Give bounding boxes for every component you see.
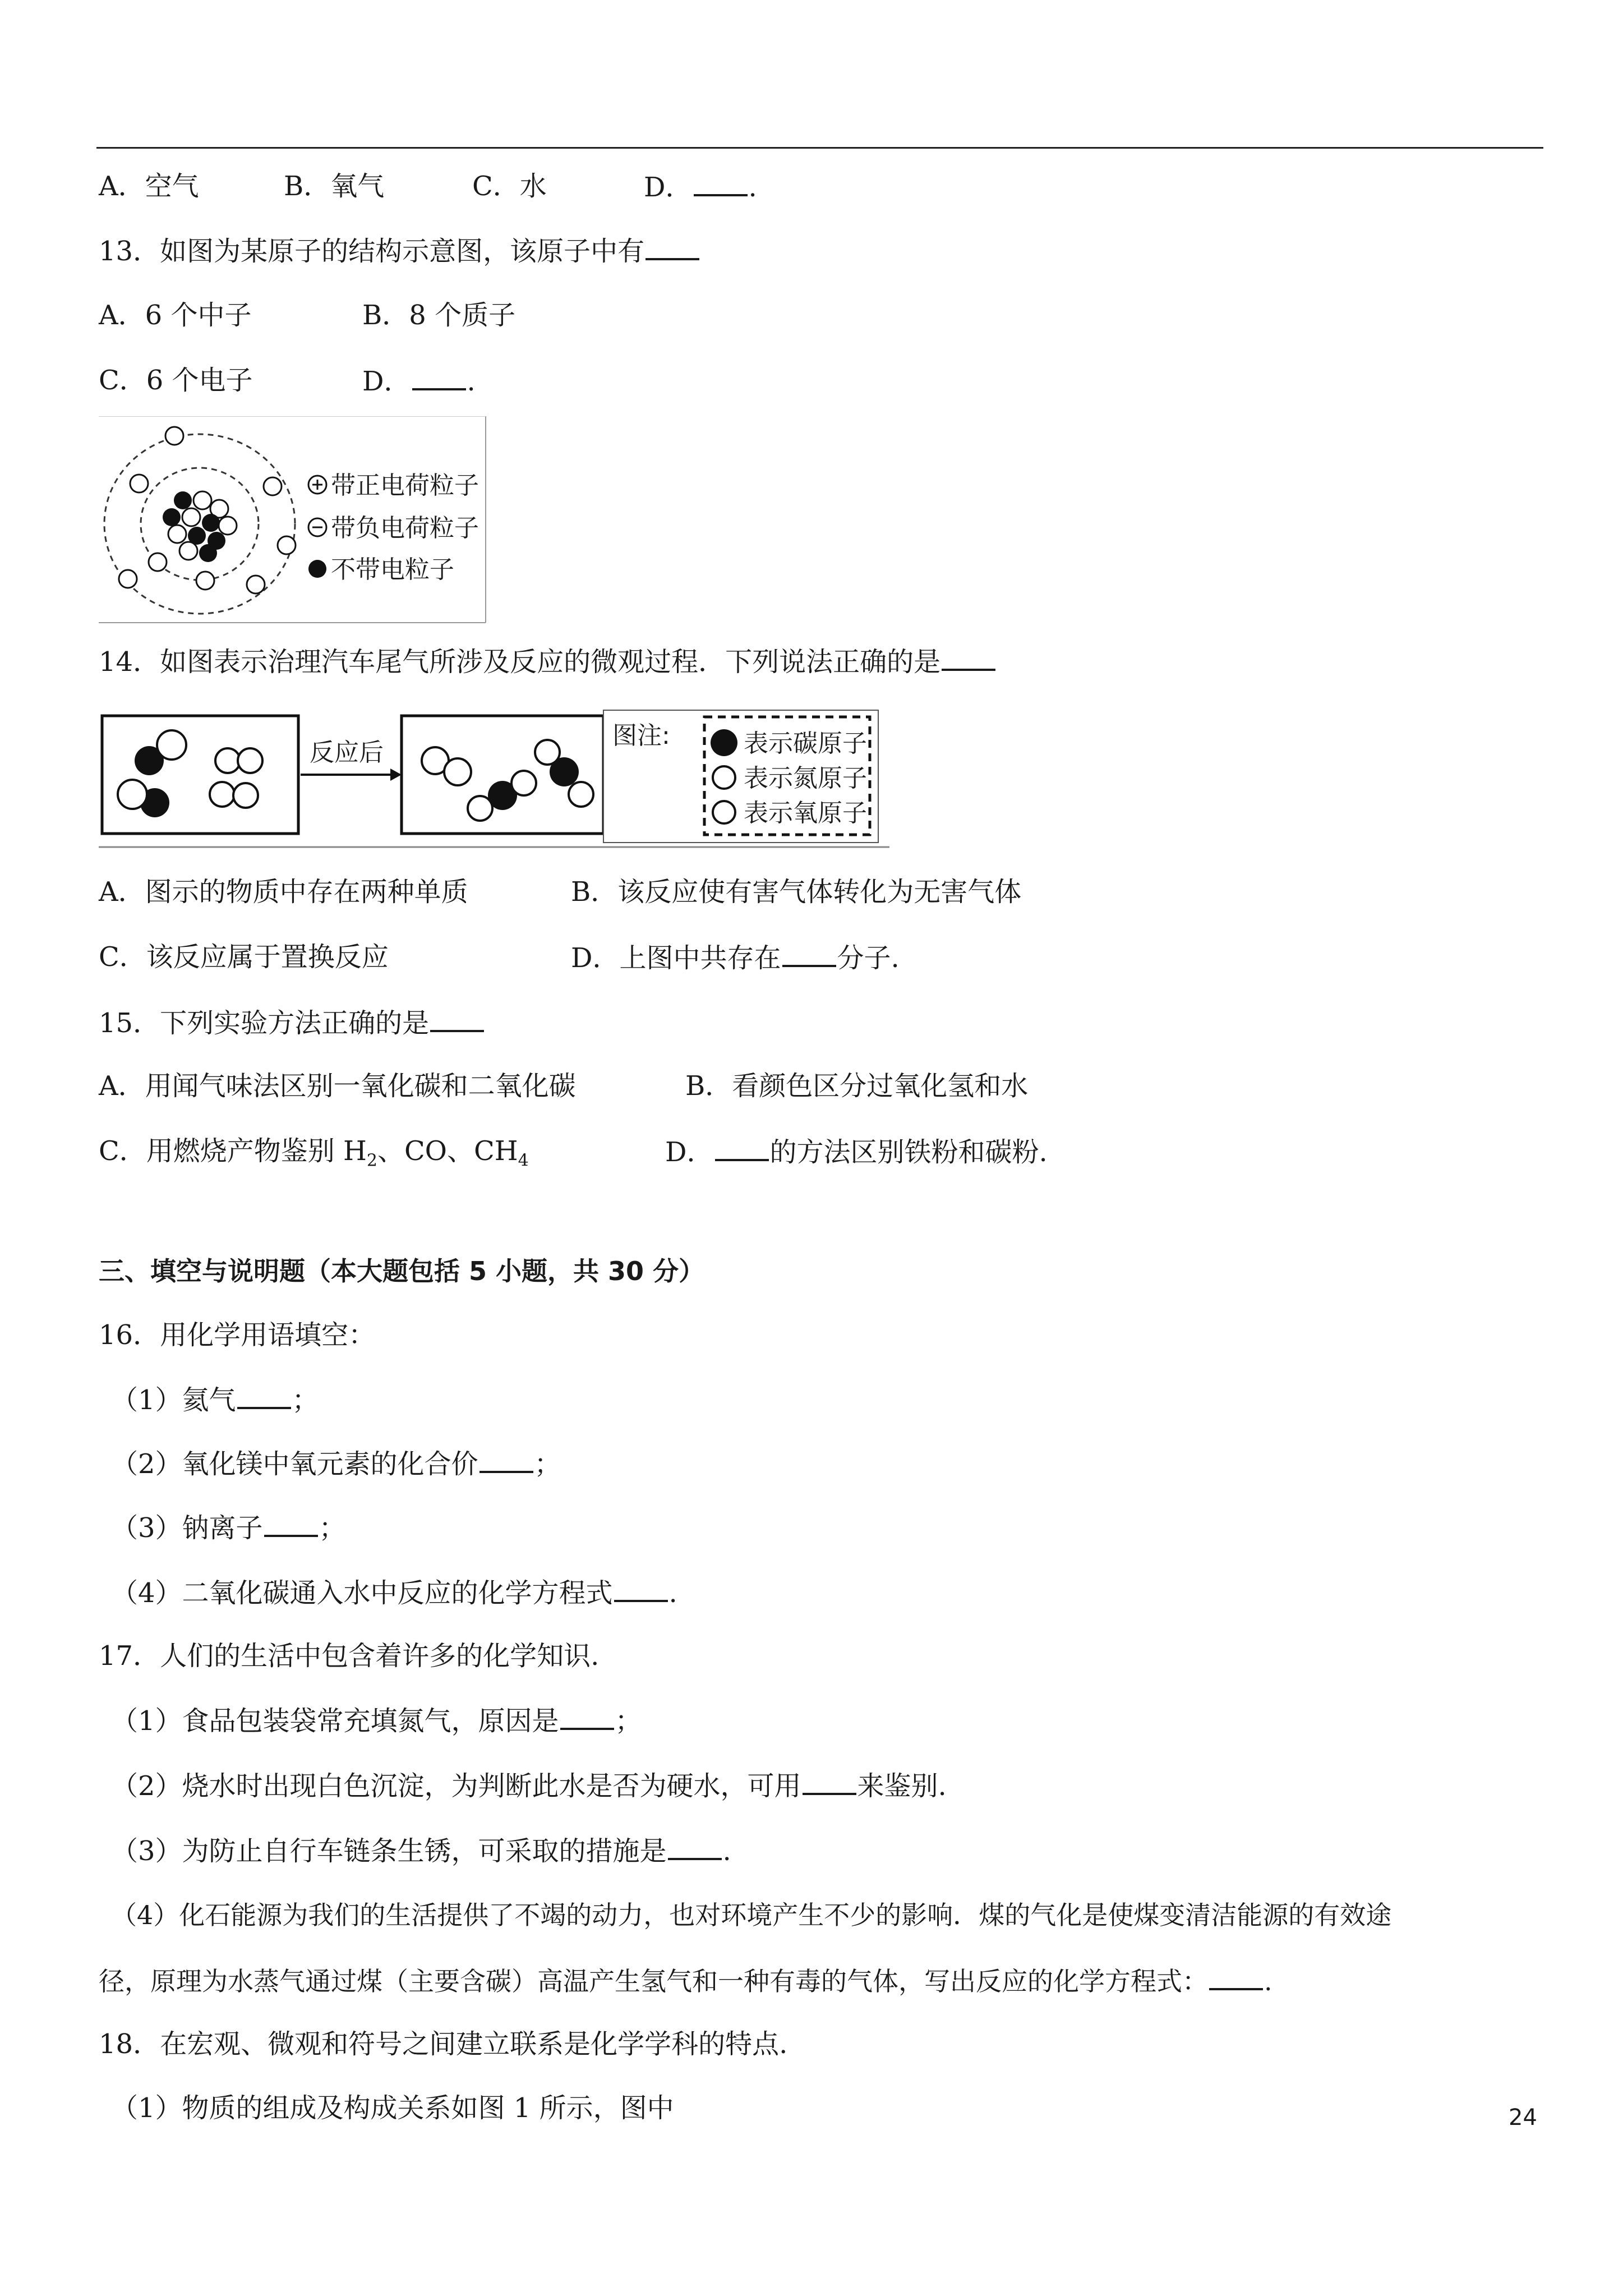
answer-blank	[479, 1445, 533, 1473]
answer-blank	[237, 1381, 291, 1409]
q16-sub4: （4）二氧化碳通入水中反应的化学方程式 .	[111, 1574, 677, 1611]
section-heading: 三、填空与说明题（本大题包括 5 小题，共 30 分）	[99, 1256, 705, 1286]
answer-blank	[1209, 1962, 1263, 1990]
q13-stem: 13．如图为某原子的结构示意图，该原子中有	[99, 232, 700, 269]
answer-blank	[782, 939, 836, 967]
arrow-label: 反应后	[310, 738, 384, 767]
q14-stem: 14．如图表示治理汽车尾气所涉及反应的微观过程．下列说法正确的是	[99, 643, 997, 680]
atom-legend	[308, 471, 479, 584]
answer-blank	[803, 1767, 856, 1795]
atom-diagram	[104, 427, 296, 614]
answer-blank	[614, 1574, 668, 1602]
q15-option-c: C．用燃烧产物鉴别 $H_2$、CO、$CH_4$	[99, 1135, 529, 1171]
q16-stem: 16．用化学用语填空：	[99, 1319, 376, 1351]
q15-option-b: B．看颜色区分过氧化氢和水	[685, 1070, 1029, 1102]
answer-blank	[264, 1509, 318, 1537]
answer-blank	[430, 1004, 484, 1032]
q12-option-a: A．空气	[99, 171, 199, 202]
q17-sub4-line2: 径，原理为水蒸气通过煤（主要含碳）高温产生氢气和一种有毒的气体，写出反应的化学方程式： .	[99, 1962, 1272, 1999]
q18-stem: 18．在宏观、微观和符号之间建立联系是化学学科的特点.	[99, 2028, 788, 2060]
q17-stem: 17．人们的生活中包含着许多的化学知识.	[99, 1640, 600, 1672]
legend-negative-label: 带负电荷粒子	[331, 514, 479, 542]
legend-neutral-label: 不带电粒子	[331, 555, 454, 584]
answer-blank	[694, 168, 748, 196]
q14-option-a: A．图示的物质中存在两种单质	[99, 876, 468, 908]
q17-sub3: （3）为防止自行车链条生锈，可采取的措施是 .	[111, 1832, 731, 1869]
q13-option-d: D． .	[362, 362, 476, 399]
page-number: 24	[1509, 2105, 1537, 2131]
q15-option-a: A．用闻气味法区别一氧化碳和二氧化碳	[99, 1070, 576, 1102]
q12-option-d: D． .	[644, 168, 757, 205]
atom-structure-figure	[99, 416, 491, 624]
reaction-arrow	[301, 738, 402, 781]
answer-blank	[942, 643, 995, 671]
q15-stem: 15．下列实验方法正确的是	[99, 1004, 485, 1041]
q17-sub2: （2）烧水时出现白色沉淀，为判断此水是否为硬水，可用 来鉴别.	[111, 1767, 947, 1804]
q14-option-c: C．该反应属于置换反应	[99, 941, 389, 973]
answer-blank	[715, 1133, 769, 1161]
nucleus	[163, 491, 237, 562]
answer-blank	[560, 1702, 614, 1730]
q14-option-d: D．上图中共存在 分子.	[571, 939, 900, 976]
answer-blank	[412, 362, 466, 390]
q15-option-d: D． 的方法区别铁粉和碳粉.	[665, 1133, 1048, 1170]
legend-positive-label: 带正电荷粒子	[331, 471, 479, 500]
q12-option-c: C．水	[472, 171, 547, 202]
legend-oxygen-label: 表示氧原子	[744, 799, 867, 827]
q17-sub4-line1: （4）化石能源为我们的生活提供了不竭的动力，也对环境产生不少的影响．煤的气化是使煤变清洁能源的有效途	[111, 1900, 1392, 1930]
q18-sub1: （1）物质的组成及构成关系如图 1 所示，图中	[111, 2092, 674, 2124]
q13-option-c: C．6 个电子	[99, 365, 253, 396]
q16-sub3: （3）钠离子 ；	[111, 1509, 346, 1546]
reactants-box	[102, 716, 298, 834]
legend-title: 图注:	[612, 721, 670, 750]
q16-sub2: （2）氧化镁中氧元素的化合价 ；	[111, 1445, 561, 1482]
products-box	[402, 716, 603, 834]
q13-option-a: A．6 个中子	[99, 300, 252, 331]
legend-carbon-label: 表示碳原子	[744, 729, 867, 758]
header-rule	[96, 147, 1543, 149]
answer-blank	[668, 1832, 722, 1860]
reaction-legend	[603, 710, 878, 843]
q16-sub1: （1）氦气 ；	[111, 1381, 319, 1418]
q17-sub1: （1）食品包装袋常充填氮气，原因是 ；	[111, 1702, 642, 1739]
q12-option-b: B．氧气	[284, 171, 385, 202]
q14-option-b: B．该反应使有害气体转化为无害气体	[571, 876, 1022, 908]
reaction-figure	[99, 705, 895, 850]
q13-option-b: B．8 个质子	[362, 300, 516, 331]
answer-blank	[645, 232, 699, 260]
legend-nitrogen-label: 表示氮原子	[744, 764, 867, 793]
electrons	[119, 427, 296, 593]
